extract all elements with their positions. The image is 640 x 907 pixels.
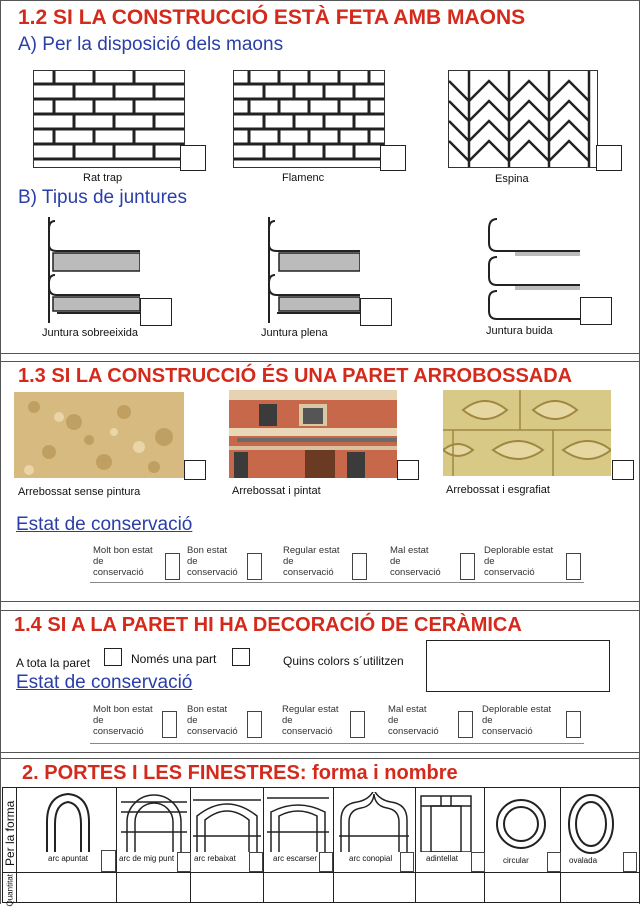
joint-overflow-image [45, 217, 140, 323]
joint-recessed-checkbox[interactable] [580, 297, 612, 325]
state-label-good: Bon estat de conservació [187, 704, 238, 737]
pointed-arch-icon [43, 792, 93, 852]
shape-caption: ovalada [569, 856, 598, 865]
flemish-checkbox[interactable] [380, 145, 406, 171]
shape-checkbox[interactable] [249, 852, 263, 872]
lintel-icon [419, 794, 473, 852]
table-column-divider [415, 788, 416, 902]
divider [0, 601, 640, 602]
shapes-table [2, 787, 640, 907]
state-good-checkbox[interactable] [247, 711, 262, 738]
joint-recessed-image [485, 215, 580, 321]
plaster-unpainted-checkbox[interactable] [184, 460, 206, 480]
joint-flush-caption: Juntura plena [261, 327, 328, 339]
rat-trap-bond-image [33, 70, 185, 168]
round-arch-icon [121, 792, 187, 852]
section-title: 2. PORTES I LES FINESTRES: forma i nombre [22, 762, 458, 784]
divider [0, 361, 640, 362]
whole-wall-label: A tota la paret [16, 656, 91, 670]
state-deplorable-checkbox[interactable] [566, 553, 581, 580]
divider [0, 752, 640, 753]
state-label-very-good: Molt bon estat de conservació [93, 545, 153, 578]
table-column-divider [484, 788, 485, 902]
shape-caption: arc rebaixat [194, 854, 236, 863]
flemish-bond-image [233, 70, 385, 168]
conservation-heading: Estat de conservació [16, 672, 193, 693]
table-column-divider [116, 788, 117, 902]
joint-flush-checkbox[interactable] [360, 298, 392, 326]
rat-trap-checkbox[interactable] [180, 145, 206, 171]
conservation-heading: Estat de conservació [16, 514, 193, 535]
section-title: 1.2 SI LA CONSTRUCCIÓ ESTÀ FETA AMB MAONS [18, 6, 526, 29]
state-label-good: Bon estat de conservació [187, 545, 238, 578]
state-label-deplorable: Deplorable estat de conservació [482, 704, 552, 737]
scale-underline [90, 743, 584, 744]
section-title: 1.4 SI A LA PARET HI HA DECORACIÓ DE CERÀMICA [14, 614, 522, 636]
whole-wall-checkbox[interactable] [104, 648, 122, 666]
plaster-sgraffito-checkbox[interactable] [612, 460, 634, 480]
flemish-caption: Flamenc [282, 172, 325, 184]
table-column-divider [333, 788, 334, 902]
state-label-deplorable: Deplorable estat de conservació [484, 545, 554, 578]
state-label-bad: Mal estat de conservació [390, 545, 441, 578]
row-label-quantity: Quantitat [5, 874, 15, 907]
table-column-divider [190, 788, 191, 902]
shape-caption: arc de mig punt [119, 854, 175, 863]
shape-caption: adintellat [426, 854, 459, 863]
plaster-sgraffito-caption: Arrebossat i esgrafiat [446, 484, 550, 496]
divider [0, 0, 1, 904]
scant-arch-icon [267, 792, 329, 852]
oval-window-icon [566, 792, 616, 856]
conservation-scale [90, 700, 584, 744]
conservation-scale [90, 541, 584, 583]
shape-caption: circular [503, 856, 529, 865]
herringbone-bond-image [448, 70, 598, 168]
row-label-cell [3, 872, 17, 907]
subsection-title: A) Per la disposició dels maons [18, 34, 284, 55]
state-label-very-good: Molt bon estat de conservació [93, 704, 153, 737]
section-title: 1.3 SI LA CONSTRUCCIÓ ÉS UNA PARET ARROBOSSADA [18, 365, 573, 387]
table-column-divider [263, 788, 264, 902]
table-row-divider [16, 872, 639, 873]
joint-overflow-checkbox[interactable] [140, 298, 172, 326]
state-regular-checkbox[interactable] [352, 553, 367, 580]
segmental-arch-icon [193, 792, 261, 852]
shape-caption: arc conopial [349, 854, 393, 863]
shape-checkbox[interactable] [101, 850, 116, 872]
plaster-painted-caption: Arrebossat i pintat [232, 485, 321, 497]
rat-trap-caption: Rat trap [83, 172, 123, 184]
joint-overflow-caption: Juntura sobreeixida [42, 327, 139, 339]
shape-caption: arc apuntat [48, 854, 89, 863]
shape-checkbox[interactable] [547, 852, 561, 872]
plaster-painted-image [229, 390, 397, 478]
shape-checkbox[interactable] [319, 852, 333, 872]
state-bad-checkbox[interactable] [458, 711, 473, 738]
shape-checkbox[interactable] [400, 852, 414, 872]
state-label-bad: Mal estat de conservació [388, 704, 439, 737]
scale-underline [90, 582, 584, 583]
divider [0, 353, 640, 354]
state-very-good-checkbox[interactable] [165, 553, 180, 580]
plaster-painted-checkbox[interactable] [397, 460, 419, 480]
divider [0, 0, 640, 1]
state-deplorable-checkbox[interactable] [566, 711, 581, 738]
shape-caption: arc escarser [273, 854, 318, 863]
divider [0, 758, 640, 759]
row-label-cell [3, 788, 17, 872]
state-label-regular: Regular estat de conservació [283, 545, 340, 578]
joint-flush-image [265, 217, 360, 323]
part-wall-checkbox[interactable] [232, 648, 250, 666]
divider [0, 610, 640, 611]
plaster-unpainted-caption: Arrebossat sense pintura [18, 486, 141, 498]
herringbone-checkbox[interactable] [596, 145, 622, 171]
state-very-good-checkbox[interactable] [162, 711, 177, 738]
joint-recessed-caption: Juntura buida [486, 325, 553, 337]
subsection-title: B) Tipus de juntures [18, 187, 187, 208]
plaster-sgraffito-image [443, 390, 611, 476]
shape-checkbox[interactable] [471, 852, 485, 872]
table-column-divider [560, 788, 561, 902]
shape-checkbox[interactable] [623, 852, 637, 872]
shape-checkbox[interactable] [177, 852, 191, 872]
state-bad-checkbox[interactable] [460, 553, 475, 580]
circular-window-icon [495, 798, 547, 850]
herringbone-caption: Espina [495, 173, 529, 185]
row-label-shape: Per la forma [3, 800, 17, 866]
state-label-regular: Regular estat de conservació [282, 704, 339, 737]
state-regular-checkbox[interactable] [350, 711, 365, 738]
colors-input[interactable] [426, 640, 610, 692]
plaster-unpainted-image [14, 392, 184, 478]
state-good-checkbox[interactable] [247, 553, 262, 580]
ogee-arch-icon [339, 792, 409, 852]
part-wall-label: Només una part [131, 652, 217, 666]
colors-label: Quins colors s´utilitzen [283, 654, 404, 668]
